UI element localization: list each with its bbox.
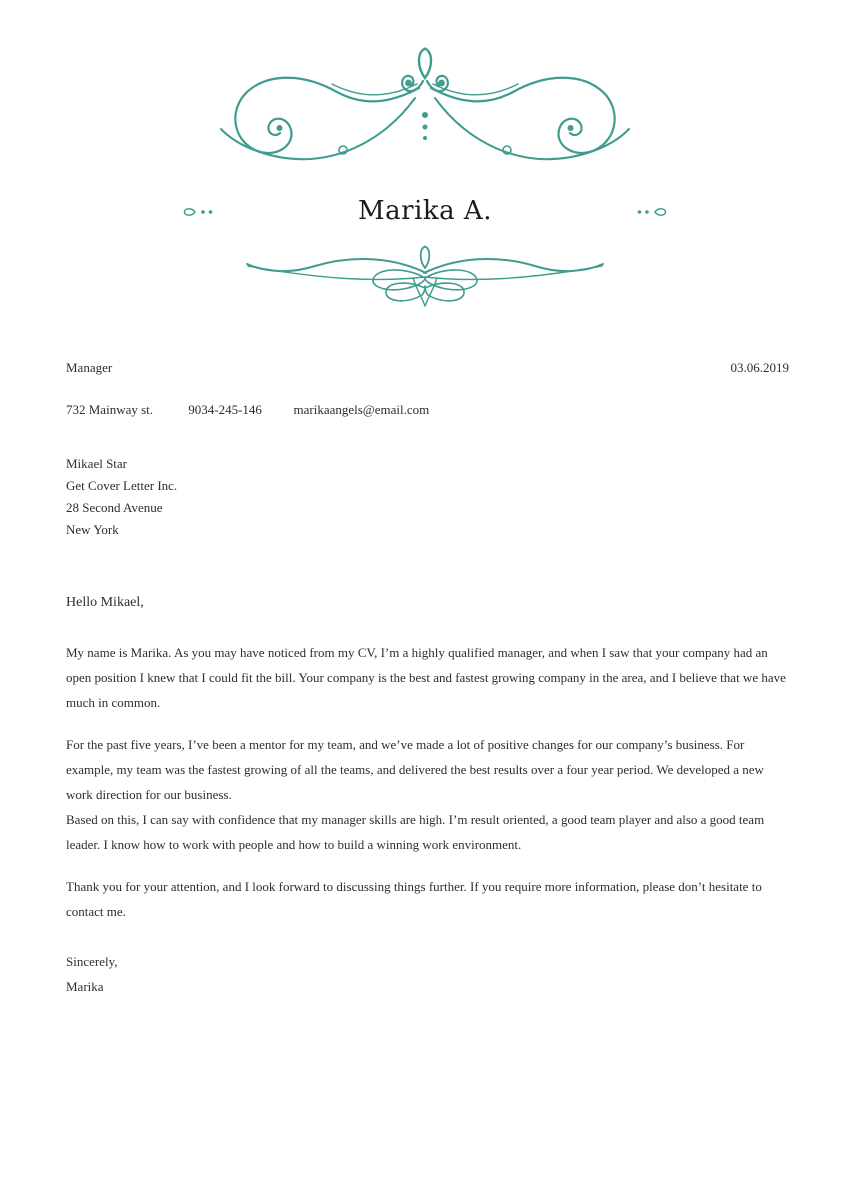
flourish-divider-icon [245, 240, 605, 308]
recipient-city: New York [66, 522, 119, 537]
right-side-ornament-icon [633, 206, 667, 218]
phone-number: 9034-245-146 [188, 402, 262, 417]
recipient-company: Get Cover Letter Inc. [66, 478, 178, 493]
body-paragraph-2: For the past five years, I’ve been a mentor for my team, and we’ve made a lot of positive changes for our company’s business. For example, my team was the fastest growing of all the teams, and delivered the best results over a four year period. We developed a new work direction for our business. [66, 737, 764, 802]
closing-signature: Marika [66, 979, 104, 994]
closing-salutation: Sincerely, [66, 954, 118, 969]
email-address: marikaangels@email.com [293, 402, 430, 417]
letterhead [0, 0, 850, 308]
job-title: Manager [66, 360, 113, 375]
street-address: 732 Mainway st. [66, 402, 154, 417]
recipient-name: Mikael Star [66, 456, 128, 471]
body-paragraph-1: My name is Marika. As you may have noticed from my CV, I’m a highly qualified manager, and when I saw that your company had an open position I knew that I could fit the bill. Your company is the best and fastest growing company in the area, and I believe that we have much in common. [66, 645, 786, 710]
recipient-street: 28 Second Avenue [66, 500, 163, 515]
closing-block [66, 949, 789, 999]
body-paragraph-3: Based on this, I can say with confidence that my manager skills are high. I’m result oriented, a good team player and also a good team leader. I know how to work with people and how to build a winning work environment. [66, 812, 765, 852]
body-paragraph-4: Thank you for your attention, and I look forward to discussing things further. If you require more information, please don’t hesitate to contact me. [66, 879, 762, 919]
applicant-name: Marika A. [358, 196, 492, 226]
recipient-block [66, 453, 789, 541]
meta-row [66, 359, 789, 377]
flourish-top-ornament-icon [215, 42, 635, 182]
letter-date: 03.06.2019 [730, 360, 789, 375]
left-side-ornament-icon [183, 206, 217, 218]
greeting: Hello Mikael, [66, 595, 144, 610]
name-row [0, 182, 850, 240]
contact-row [66, 401, 789, 419]
letter-body [0, 359, 850, 999]
